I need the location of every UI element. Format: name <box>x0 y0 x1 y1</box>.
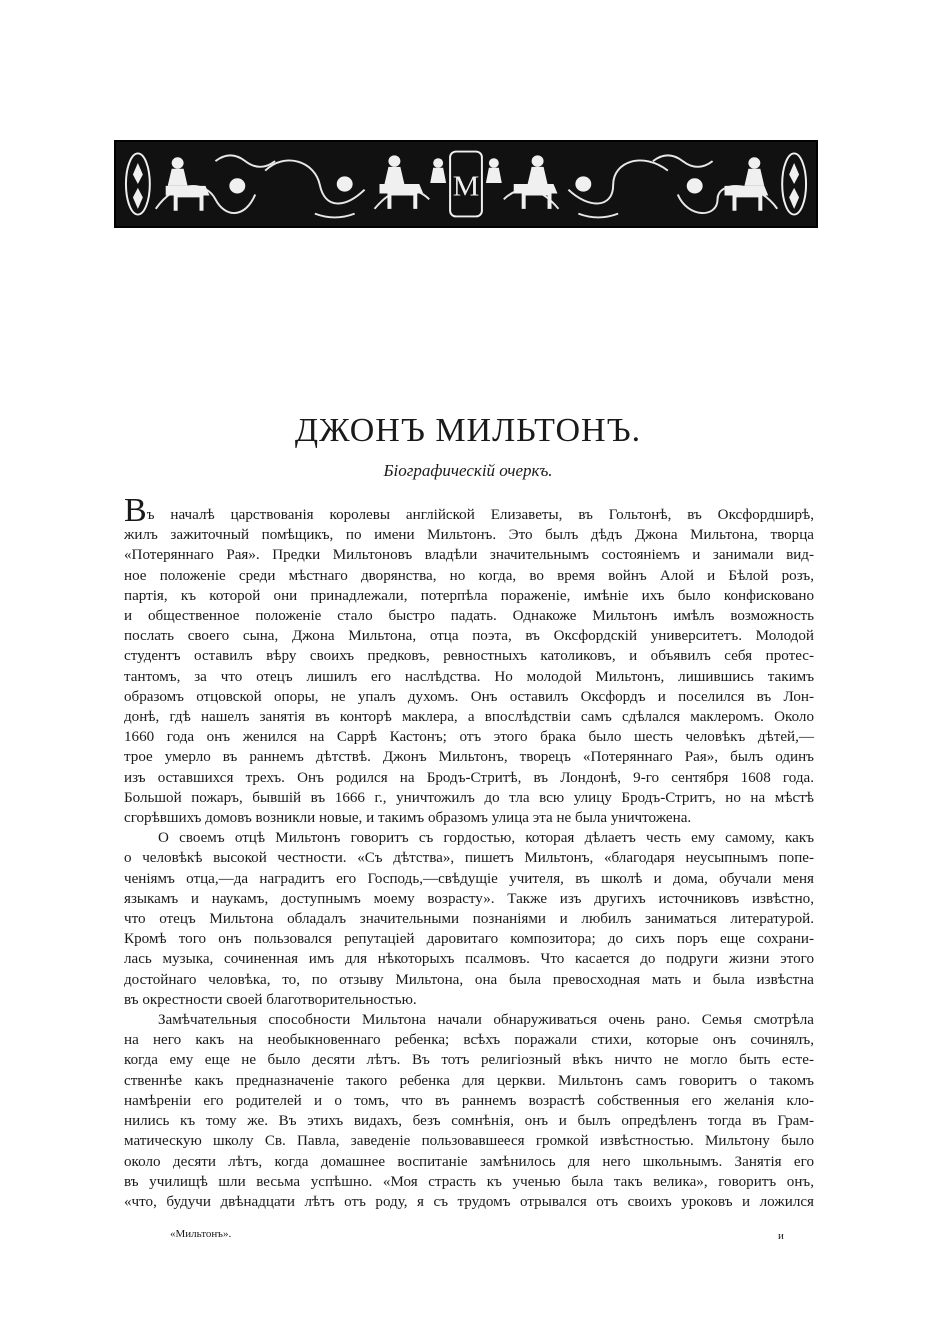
text-line: ное положеніе среди мѣстнаго дворянства, но когда, во время войнъ Алой и Бѣлой розъ, <box>124 567 814 584</box>
drop-cap: В <box>124 492 147 529</box>
text-line: образомъ отцовской опоры, не упалъ духомъ. Онъ оставилъ Оксфордъ и поселился въ Лон- <box>124 688 814 705</box>
text-line: на него какъ на необыкновеннаго ребенка; всѣхъ поражали стихи, которые онъ сочинялъ, <box>124 1032 814 1049</box>
text-line: когда ему еще не было десяти лѣтъ. Въ тотъ религіозный вѣкъ ничто не могло быть есте- <box>124 1052 814 1069</box>
page-title: ДЖОНЪ МИЛЬТОНЪ. <box>294 412 642 449</box>
text-line: Большой пожаръ, бывшій въ 1666 г., уничтожилъ до тла всю улицу Бродъ-Стритъ, но на мѣстѣ <box>124 789 814 806</box>
text-line: трое умерло въ раннемъ дѣтствѣ. Джонъ Мильтонъ, творецъ «Потеряннаго Рая», былъ одинъ <box>124 749 814 766</box>
text-line: О своемъ отцѣ Мильтонъ говоритъ съ гордостью, которая дѣлаетъ честь ему самому, какъ <box>158 830 814 847</box>
paragraph-2 <box>124 828 814 1010</box>
text-line: достойнаго человѣка, то, по отзыву Мильтона, она была превосходная мать и была извѣстна <box>124 971 814 988</box>
text-line: ченіямъ отца,—да наградитъ его Господь,—свѣдущіе учителя, въ школѣ и дома, обучали меня <box>124 870 814 887</box>
text-line: нились къ тому же. Въ этихъ видахъ, безъ сомнѣнія, онъ и былъ опредѣленъ тогда въ Грам- <box>124 1113 814 1130</box>
text-line: «Потеряннаго Рая». Предки Мильтоновъ владѣли значительнымъ состояніемъ и занимали вид- <box>124 547 814 564</box>
text-line: ственнѣе какъ предназначеніе такого ребенка для церкви. Мильтонъ самъ говоритъ о такомъ <box>124 1072 814 1089</box>
text-line: Кромѣ того онъ пользовался репутаціей даровитаго композитора; до сихъ поръ еще сохрани- <box>124 931 814 948</box>
text-line: языкамъ и наукамъ, доступнымъ моему возрасту». Также изъ другихъ источниковъ извѣстно, <box>124 890 814 907</box>
banner-monogram: M <box>452 170 480 203</box>
paragraph-3 <box>124 1010 814 1212</box>
footer-sheet-mark: и <box>778 1230 784 1242</box>
text-line: 1660 года онъ женился на Саррѣ Кастонъ; отъ этого брака было шесть человѣкъ дѣтей,— <box>124 729 814 746</box>
text-line: студентъ оставилъ вѣру своихъ предковъ, ревностныхъ католиковъ, и объявилъ себя протес- <box>124 648 814 665</box>
text-line: «что, будучи двѣнадцати лѣтъ отъ роду, я съ трудомъ отрывался отъ своихъ уроковъ и ложился <box>124 1193 814 1210</box>
footer-signature-mark: «Мильтонъ». <box>170 1228 232 1240</box>
article-body <box>124 492 814 1212</box>
ornament-illustration <box>116 142 816 226</box>
text-line: партія, къ которой они принадлежали, потерпѣла пораженіе, имѣніе ихъ было конфисковано <box>124 587 814 604</box>
text-line: изъ оставшихся трехъ. Онъ родился на Бродъ-Стритѣ, въ Лондонѣ, 9-го сентября 1608 года. <box>124 769 814 786</box>
text-line: послать своего сына, Джона Мильтона, отца поэта, въ Оксфордскій университетъ. Молодой <box>124 628 814 645</box>
text-line: донѣ, гдѣ нашелъ занятія въ конторѣ маклера, а впослѣдствіи самъ сдѣлался маклеромъ. Около <box>124 709 814 726</box>
text-line: намѣреніи его родителей и о томъ, что въ раннемъ возрастѣ собственныя его желанія кло- <box>124 1092 814 1109</box>
text-line: въ училищѣ шли весьма успѣшно. «Моя страсть къ ученью была такъ велика», говоритъ онъ, <box>124 1173 814 1190</box>
text-line: жилъ зажиточный помѣщикъ, по имени Мильтонъ. Это былъ дѣдъ Джона Мильтона, творца <box>124 527 814 544</box>
text-line: о человѣкѣ высокой честности. «Съ дѣтства», пишетъ Мильтонъ, «благодаря неусыпнымъ попе- <box>124 850 814 867</box>
text-line: Замѣчательныя способности Мильтона начали обнаруживаться очень рано. Семья смотрѣла <box>158 1012 814 1029</box>
text-line: что отецъ Мильтона обладалъ значительными познаніями и любилъ заниматься литературой. <box>124 911 814 928</box>
text-line: тантомъ, за что отецъ лишилъ его наслѣдства. Но молодой Мильтонъ, лишившись такимъ <box>124 668 814 685</box>
text-line: сгорѣвшихъ домовъ возникли новые, и такимъ образомъ улица эта не была уничтожена. <box>124 810 692 827</box>
page-subtitle: Біографическій очеркъ. <box>383 461 553 480</box>
text-line: и общественное положеніе стало быстро падать. Однакоже Мильтонъ имѣлъ возможность <box>124 608 814 625</box>
text-line: ъ началѣ царствованія королевы англійской Елизаветы, въ Гольтонѣ, въ Оксфордширѣ, <box>146 507 814 523</box>
paragraph-1 <box>124 492 814 828</box>
ornamental-header-banner <box>114 140 818 228</box>
text-line: матическую школу Св. Павла, заведеніе пользовавшееся громкой извѣстностью. Мильтону было <box>124 1133 814 1150</box>
text-line: около десяти лѣтъ, когда домашнее воспитаніе замѣнилось для него школьнымъ. Занятія его <box>124 1153 814 1170</box>
text-line: лась музыка, сочиненная имъ для нѣкоторыхъ псалмовъ. Что касается до подруги жизни этого <box>124 951 814 968</box>
text-line: въ окрестности своей благотворительностью. <box>124 991 417 1008</box>
